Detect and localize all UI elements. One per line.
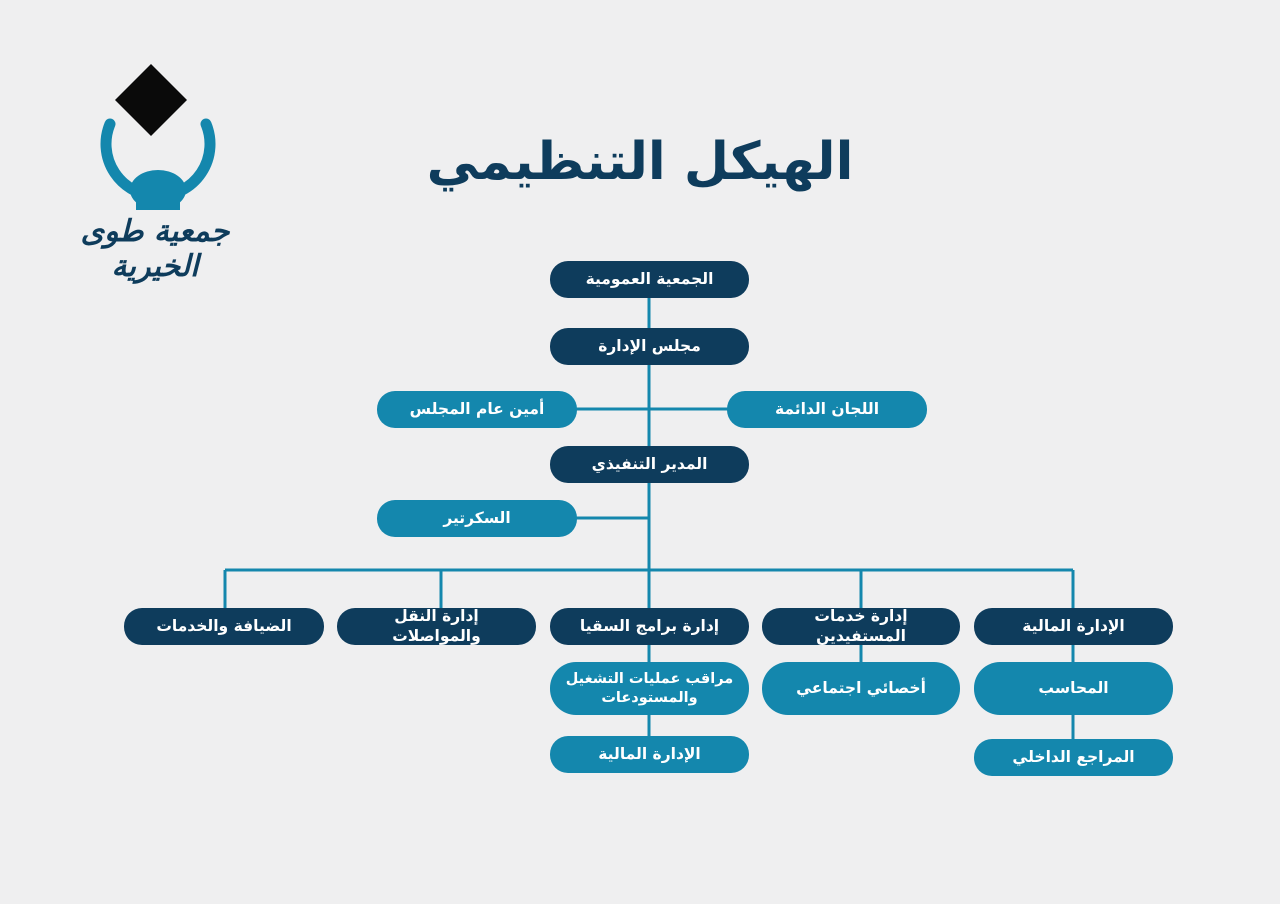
node-finance-dept: الإدارة المالية (974, 608, 1173, 645)
page-title: الهيكل التنظيمي (426, 132, 854, 192)
node-executive-director: المدير التنفيذي (550, 446, 749, 483)
node-social-worker: أخصائي اجتماعي (762, 662, 960, 715)
org-name-calligraphy: جمعية طوى الخيرية (80, 214, 230, 284)
node-hospitality: الضيافة والخدمات (124, 608, 324, 645)
node-general-assembly: الجمعية العمومية (550, 261, 749, 298)
node-operations-supervisor: مراقب عمليات التشغيل والمستودعات (550, 662, 749, 715)
node-internal-auditor: المراجع الداخلي (974, 739, 1173, 776)
node-board: مجلس الإدارة (550, 328, 749, 365)
node-suqya-programs: إدارة برامج السقيا (550, 608, 749, 645)
node-secretary: السكرتير (377, 500, 577, 537)
node-accountant: المحاسب (974, 662, 1173, 715)
node-beneficiary-services: إدارة خدمات المستفيدين (762, 608, 960, 645)
node-secretary-general: أمين عام المجلس (377, 391, 577, 428)
node-suqya-finance: الإدارة المالية (550, 736, 749, 773)
node-standing-committees: اللجان الدائمة (727, 391, 927, 428)
node-transport: إدارة النقل والمواصلات (337, 608, 536, 645)
